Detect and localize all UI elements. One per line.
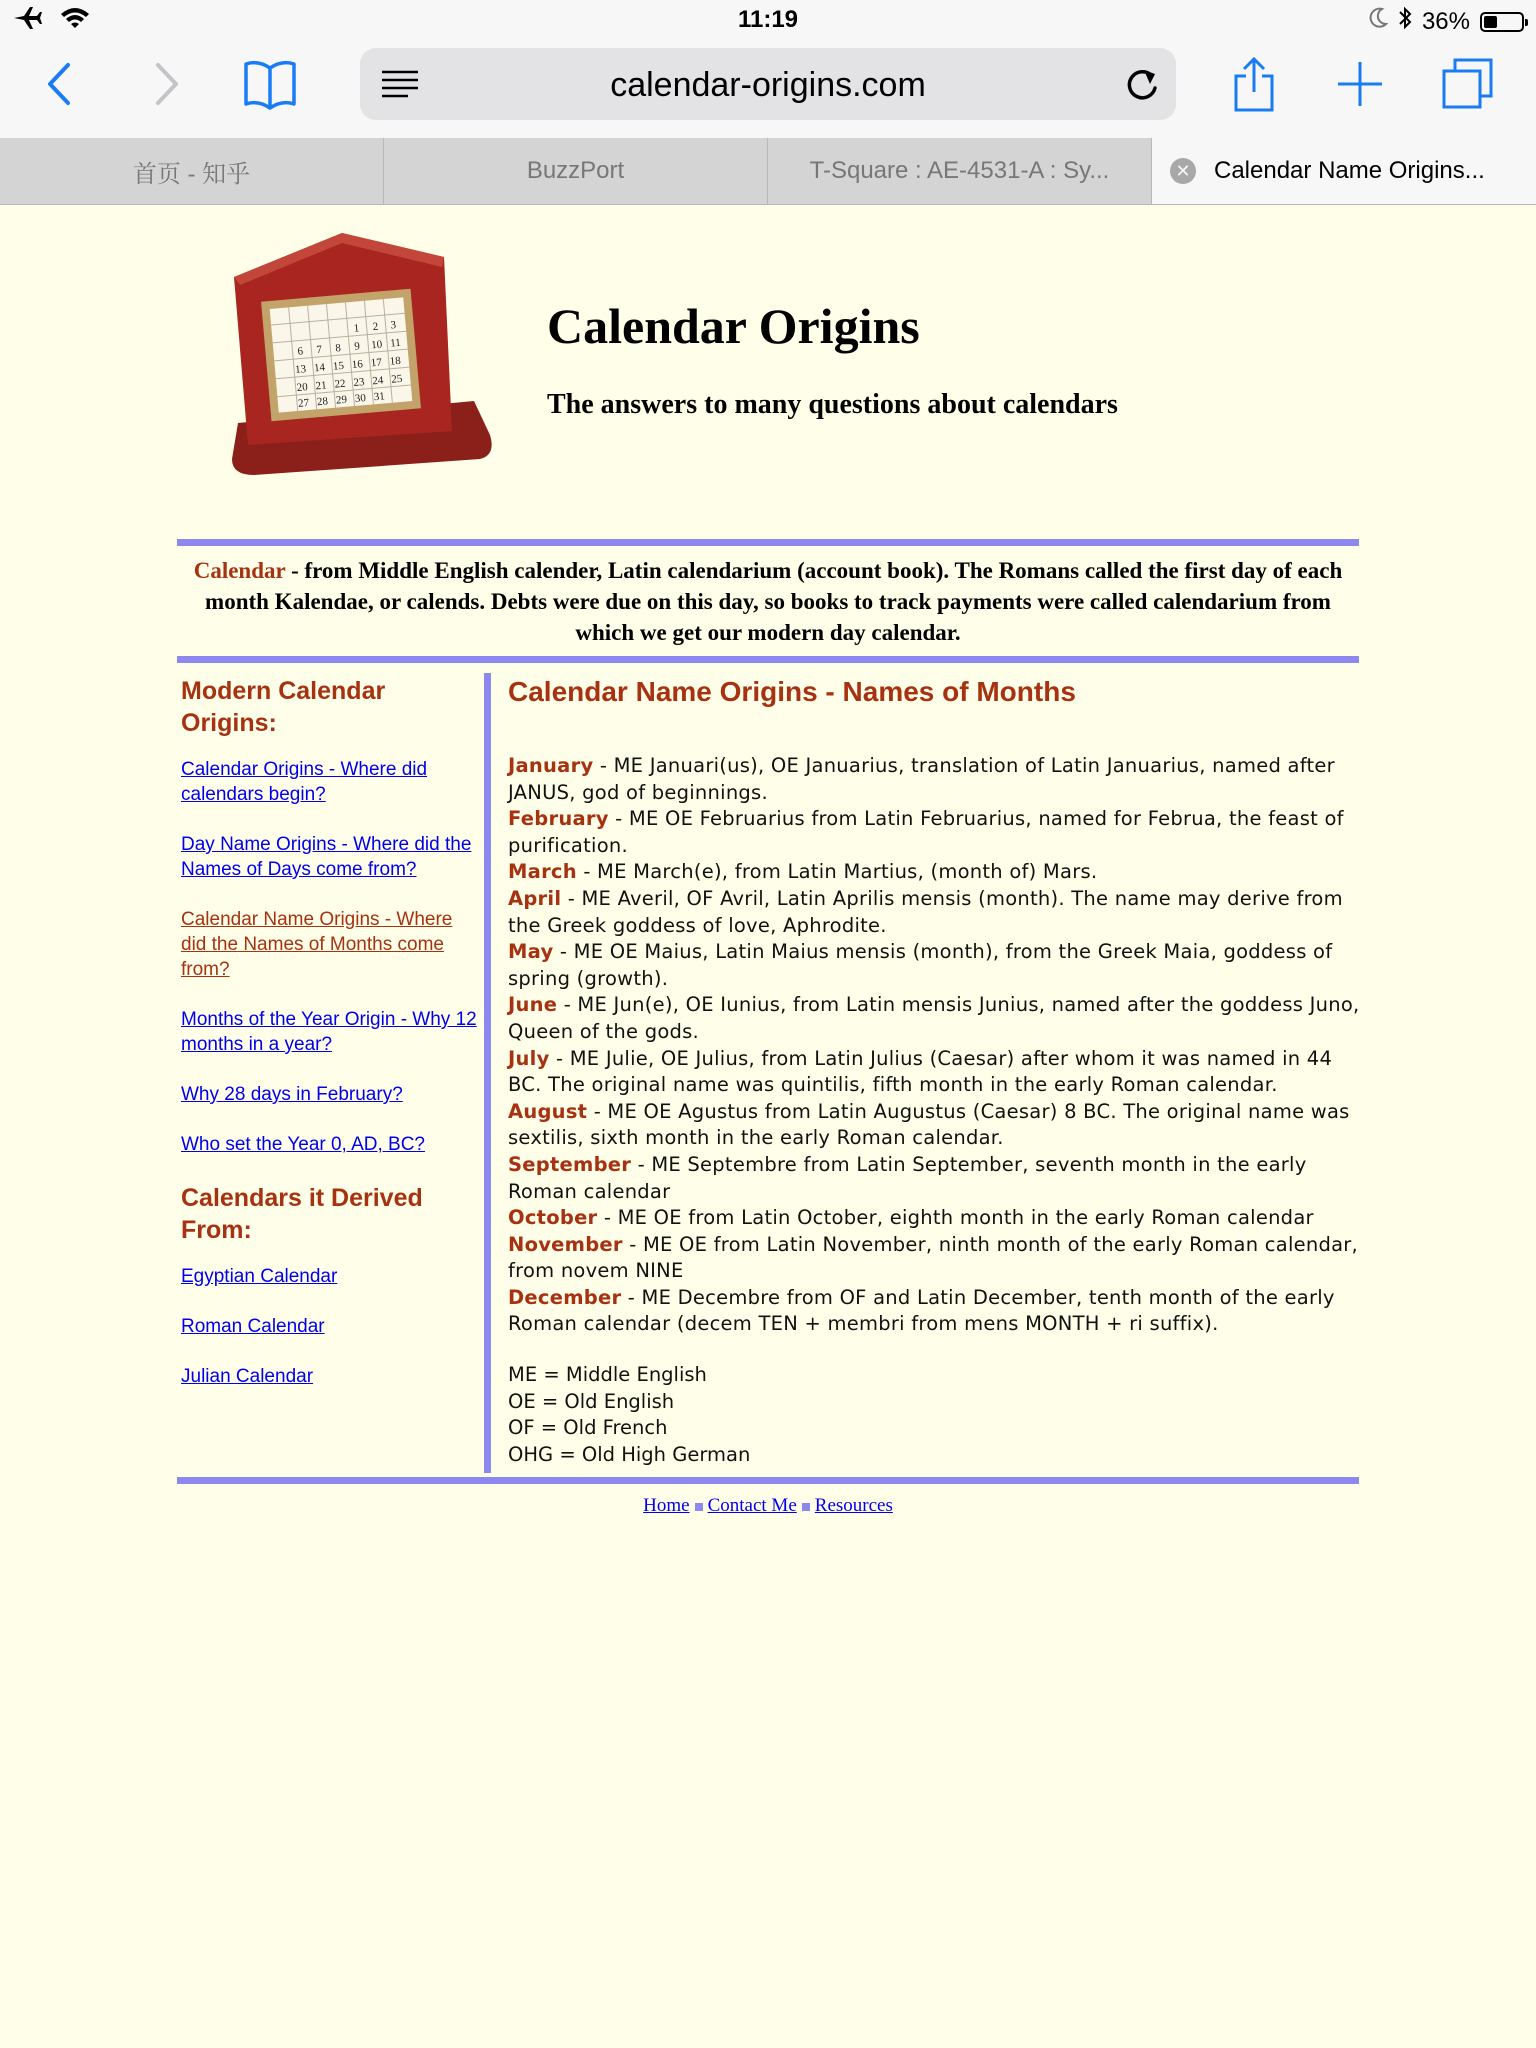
sidebar-heading-derived: Calendars it Derived From: bbox=[181, 1184, 423, 1244]
svg-text:30: 30 bbox=[354, 392, 367, 405]
forward-icon bbox=[146, 59, 186, 109]
svg-text:14: 14 bbox=[313, 361, 326, 375]
share-button[interactable] bbox=[1222, 52, 1286, 116]
status-time: 11:19 bbox=[737, 6, 799, 33]
month-name: January bbox=[508, 754, 594, 777]
month-entry bbox=[508, 1152, 1360, 1205]
month-entry bbox=[508, 1099, 1360, 1152]
month-name: August bbox=[508, 1099, 588, 1123]
tab-calendar-name-origins[interactable] bbox=[1152, 138, 1536, 204]
battery-percentage: 36% bbox=[1421, 7, 1470, 35]
moon-icon bbox=[1368, 7, 1388, 36]
month-name: May bbox=[508, 940, 554, 964]
divider-rule bbox=[177, 539, 1359, 546]
list-item bbox=[181, 1314, 481, 1339]
list-item bbox=[181, 1264, 481, 1289]
bluetooth-icon bbox=[1398, 6, 1412, 37]
footer-link-contact[interactable]: Contact Me bbox=[707, 1495, 797, 1516]
month-name: February bbox=[508, 807, 609, 831]
svg-text:1: 1 bbox=[353, 322, 360, 335]
sidebar-link-year-zero[interactable]: Who set the Year 0, AD, BC? bbox=[181, 1134, 425, 1155]
svg-text:25: 25 bbox=[390, 372, 403, 386]
sidebar-links-modern bbox=[181, 757, 481, 1157]
tab-label: BuzzPort bbox=[526, 157, 625, 184]
month-name: June bbox=[508, 993, 558, 1017]
list-item bbox=[181, 1007, 481, 1057]
list-item bbox=[181, 832, 481, 882]
sidebar-link-calendar-origins[interactable]: Calendar Origins - Where did calendars begin? bbox=[181, 759, 428, 805]
sidebar-links-derived bbox=[181, 1264, 481, 1389]
month-origin-text: - ME OE from Latin November, ninth month of the early Roman calendar, from novem NINE bbox=[508, 1232, 1359, 1283]
sidebar-link-months-of-year[interactable]: Months of the Year Origin - Why 12 months in a year? bbox=[181, 1009, 477, 1055]
month-origin-text: - ME Averil, OF Avril, Latin Aprilis mensis (month). The name may derive from the Greek goddess of love, Aphrodite. bbox=[508, 886, 1343, 937]
list-item bbox=[181, 1132, 481, 1157]
web-page bbox=[0, 205, 1536, 2048]
legend-item: OE = Old English bbox=[508, 1389, 675, 1413]
address-bar[interactable] bbox=[360, 48, 1176, 120]
abbreviation-legend bbox=[508, 1362, 1360, 1468]
divider-rule bbox=[177, 1477, 1359, 1484]
tab-label: T-Square : AE-4531-A : Sy... bbox=[809, 157, 1110, 184]
page-heading: Calendar Name Origins - Names of Months bbox=[508, 676, 1076, 707]
svg-text:31: 31 bbox=[373, 390, 386, 404]
list-item bbox=[181, 1082, 481, 1107]
calendar-definition bbox=[180, 555, 1356, 648]
month-name: November bbox=[508, 1232, 623, 1256]
tab-tsquare[interactable] bbox=[768, 138, 1152, 204]
month-entry bbox=[508, 1232, 1360, 1285]
legend-item: ME = Middle English bbox=[508, 1363, 707, 1387]
footer-separator bbox=[695, 1503, 703, 1511]
sidebar-link-day-name-origins[interactable]: Day Name Origins - Where did the Names of Days come from? bbox=[181, 834, 472, 880]
month-entry bbox=[508, 1046, 1360, 1099]
svg-text:29: 29 bbox=[335, 393, 348, 407]
list-item bbox=[181, 907, 481, 982]
month-origin-text: - ME March(e), from Latin Martius, (month of) Mars. bbox=[576, 860, 1098, 884]
site-title: Calendar Origins bbox=[547, 298, 920, 354]
month-origin-text: - ME Septembre from Latin September, seventh month in the early Roman calendar bbox=[508, 1152, 1307, 1203]
month-entry bbox=[508, 859, 1360, 886]
tab-label: Calendar Name Origins... bbox=[1214, 157, 1485, 184]
tab-label: 首页 - 知乎 bbox=[132, 160, 251, 188]
svg-text:27: 27 bbox=[297, 396, 310, 410]
tab-zhihu[interactable] bbox=[0, 138, 384, 204]
bookmarks-icon bbox=[242, 58, 298, 110]
month-entry bbox=[508, 886, 1360, 939]
month-origin-text: - ME Januari(us), OE Januarius, translation of Latin Januarius, named after JANUS, god of beginnings. bbox=[508, 754, 1335, 804]
tab-buzzport[interactable] bbox=[384, 138, 768, 204]
sidebar-link-28-days-february[interactable]: Why 28 days in February? bbox=[181, 1084, 403, 1105]
month-origin-text: - ME Decembre from OF and Latin December, tenth month of the early Roman calendar (decem TEN + membri from mens MONTH + ri suffix). bbox=[508, 1285, 1335, 1336]
tabs-button[interactable] bbox=[1436, 52, 1500, 116]
svg-text:21: 21 bbox=[315, 379, 328, 393]
browser-toolbar bbox=[0, 40, 1536, 138]
svg-text:23: 23 bbox=[352, 376, 365, 389]
tab-bar bbox=[0, 138, 1536, 205]
reload-icon[interactable] bbox=[1122, 62, 1162, 111]
desk-calendar-logo bbox=[220, 223, 496, 479]
month-entry bbox=[508, 939, 1360, 992]
month-name: March bbox=[508, 860, 577, 884]
back-icon bbox=[40, 59, 80, 109]
site-subtitle: The answers to many questions about calendars bbox=[547, 389, 1118, 420]
svg-text:10: 10 bbox=[370, 338, 383, 352]
svg-text:8: 8 bbox=[334, 342, 342, 355]
forward-button[interactable] bbox=[134, 52, 198, 116]
close-tab-icon[interactable]: ✕ bbox=[1170, 158, 1196, 184]
month-origins-list bbox=[508, 753, 1360, 1338]
svg-text:11: 11 bbox=[389, 336, 402, 350]
month-entry bbox=[508, 1285, 1360, 1338]
svg-text:13: 13 bbox=[294, 363, 307, 377]
month-origin-text: - ME OE from Latin October, eighth month in the early Roman calendar bbox=[597, 1206, 1314, 1230]
legend-item: OHG = Old High German bbox=[508, 1442, 751, 1466]
sidebar-link-roman-calendar[interactable]: Roman Calendar bbox=[181, 1316, 325, 1337]
list-item bbox=[181, 1364, 481, 1389]
svg-text:3: 3 bbox=[390, 319, 397, 332]
share-icon bbox=[1232, 56, 1276, 112]
sidebar bbox=[181, 675, 481, 1414]
back-button[interactable] bbox=[28, 52, 92, 116]
svg-text:24: 24 bbox=[371, 374, 384, 388]
footer-link-resources[interactable]: Resources bbox=[814, 1495, 893, 1516]
month-name: September bbox=[508, 1152, 632, 1176]
main-content bbox=[508, 675, 1360, 1468]
footer-nav bbox=[0, 1495, 1536, 1517]
svg-text:7: 7 bbox=[315, 343, 323, 357]
svg-text:15: 15 bbox=[332, 359, 345, 373]
svg-text:18: 18 bbox=[389, 354, 402, 368]
svg-text:17: 17 bbox=[370, 356, 383, 370]
status-bar bbox=[0, 0, 1536, 40]
month-name: October bbox=[508, 1206, 598, 1230]
month-origin-text: - ME OE Agustus from Latin Augustus (Caesar) 8 BC. The original name was sextilis, sixth month in the early Roman calendar. bbox=[508, 1099, 1350, 1150]
definition-text: - from Middle English calender, Latin calendarium (account book). The Romans called the first day of each month Kalendae, or calends. Debts were due on this day, so books to track payments were called calendarium from which we get our modern day calendar. bbox=[205, 558, 1343, 645]
month-origin-text: - ME OE Februarius from Latin Februarius, named for Februa, the feast of purification. bbox=[508, 807, 1344, 857]
footer-separator bbox=[802, 1503, 810, 1511]
sidebar-link-egyptian-calendar[interactable]: Egyptian Calendar bbox=[181, 1266, 338, 1287]
footer-link-home[interactable]: Home bbox=[643, 1495, 690, 1516]
svg-text:22: 22 bbox=[334, 377, 347, 391]
month-entry bbox=[508, 753, 1360, 806]
svg-text:2: 2 bbox=[372, 320, 379, 334]
month-name: April bbox=[508, 886, 562, 910]
month-origin-text: - ME OE Maius, Latin Maius mensis (month), from the Greek Maia, goddess of spring (growth). bbox=[508, 940, 1333, 990]
month-name: July bbox=[508, 1046, 550, 1070]
month-name: December bbox=[508, 1285, 622, 1309]
new-tab-icon bbox=[1335, 59, 1385, 109]
month-origin-text: - ME Jun(e), OE Iunius, from Latin mensis Junius, named after the goddess Juno, Queen of the gods. bbox=[508, 993, 1360, 1043]
svg-text:20: 20 bbox=[296, 381, 309, 394]
divider-rule bbox=[177, 656, 1359, 663]
bookmarks-button[interactable] bbox=[238, 52, 302, 116]
sidebar-heading-modern: Modern Calendar Origins: bbox=[181, 677, 386, 737]
definition-term: Calendar bbox=[193, 558, 286, 583]
month-origin-text: - ME Julie, OE Julius, from Latin Julius (Caesar) after whom it was named in 44 BC. The original name was quintilis, fifth month in the early Roman calendar. bbox=[508, 1046, 1333, 1097]
list-item bbox=[181, 757, 481, 807]
address-url: calendar-origins.com bbox=[610, 66, 926, 104]
svg-text:9: 9 bbox=[353, 340, 361, 353]
battery-icon bbox=[1480, 12, 1524, 32]
tabs-icon bbox=[1441, 57, 1495, 111]
sidebar-link-julian-calendar[interactable]: Julian Calendar bbox=[181, 1366, 314, 1387]
month-entry bbox=[508, 992, 1360, 1045]
sidebar-divider bbox=[484, 673, 491, 1473]
sidebar-link-calendar-name-origins[interactable]: Calendar Name Origins - Where did the Names of Months come from? bbox=[181, 909, 453, 980]
month-entry bbox=[508, 806, 1360, 859]
legend-item: OF = Old French bbox=[508, 1416, 668, 1440]
month-entry bbox=[508, 1205, 1360, 1232]
svg-text:6: 6 bbox=[297, 345, 304, 358]
new-tab-button[interactable] bbox=[1328, 52, 1392, 116]
svg-text:16: 16 bbox=[351, 358, 364, 372]
svg-text:28: 28 bbox=[316, 395, 329, 409]
